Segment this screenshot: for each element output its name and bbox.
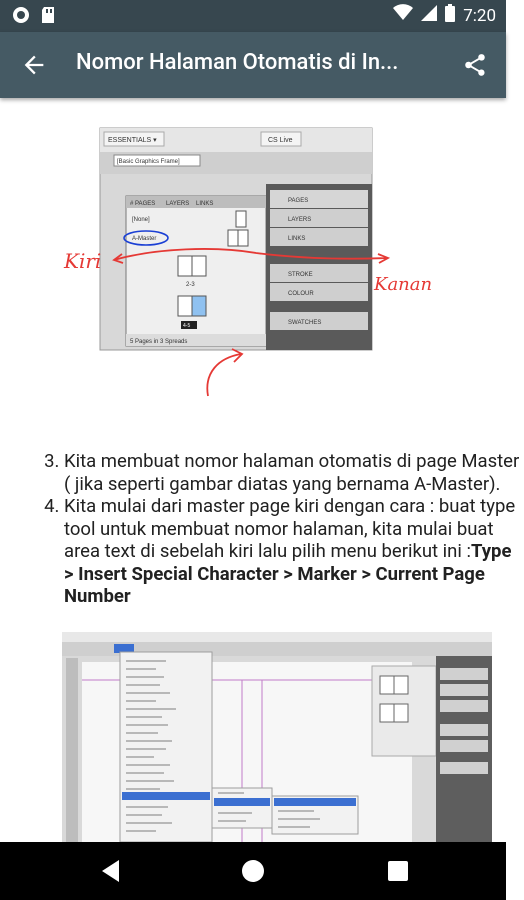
steps-list <box>40 450 524 608</box>
step-3: 3. Kita membuat nomor halaman otomatis di page Master ( jika seperti gambar diatas yang bernama A-Master). <box>64 450 524 495</box>
share-icon[interactable] <box>462 52 488 78</box>
spread-label-4-5: 4-5 <box>183 323 191 329</box>
side-item-colour: COLOUR <box>288 291 314 297</box>
step-4: 4. Kita mulai dari master page kiri dengan cara : buat type tool untuk membuat nomor halaman, kita mulai buat area text di sebelah kiri lalu pilih menu berikut ini :Type > Insert Special Character > Marker > Current Page Number <box>64 495 524 608</box>
frame-select-label: [Basic Graphics Frame] <box>117 159 180 165</box>
clock-time: 7:20 <box>463 5 496 26</box>
a-master-label: A-Master <box>132 236 157 242</box>
side-item-links: LINKS <box>288 236 306 242</box>
panel-tab-links: LINKS <box>196 201 214 207</box>
side-item-stroke: STROKE <box>288 272 313 278</box>
nav-home-icon[interactable] <box>238 856 268 886</box>
signal-icon <box>421 5 437 26</box>
menu-path-current-page-number: Current Page Number <box>64 562 485 607</box>
side-item-swatches: SWATCHES <box>288 320 322 326</box>
app-bar <box>0 32 506 98</box>
side-item-layers: LAYERS <box>288 217 312 223</box>
notification-circle-icon <box>12 6 30 28</box>
none-master-label: [None] <box>132 217 150 223</box>
annotation-kanan: Kanan <box>374 274 433 295</box>
wifi-icon <box>393 5 413 26</box>
cs-live-label: CS Live <box>268 137 293 144</box>
pages-footer-label: 5 Pages in 3 Spreads <box>130 339 188 345</box>
essentials-label: ESSENTIALS ▾ <box>108 137 157 144</box>
figure-type-menu <box>62 632 492 842</box>
sd-card-icon <box>40 6 56 28</box>
panel-tab-pages: # PAGES <box>130 201 156 207</box>
panel-tab-layers: LAYERS <box>166 201 190 207</box>
system-nav-bar <box>0 842 506 900</box>
spread-label-2-3: 2-3 <box>186 282 195 288</box>
annotation-kiri: Kiri <box>64 249 102 273</box>
side-item-pages: PAGES <box>288 198 309 204</box>
article-content[interactable] <box>0 98 520 842</box>
nav-back-icon[interactable] <box>97 856 127 886</box>
menu-path-insert-special-character: Insert Special Character <box>78 562 279 585</box>
battery-icon <box>445 4 455 27</box>
page-title: Nomor Halaman Otomatis di In... <box>76 50 399 75</box>
menu-path-marker: Marker <box>297 562 357 585</box>
menu-path-type: Type <box>470 540 512 562</box>
status-bar <box>0 0 506 32</box>
arrow-back-icon[interactable] <box>20 51 48 79</box>
nav-recent-apps-icon[interactable] <box>383 856 413 886</box>
figure-pages-panel <box>56 118 436 408</box>
